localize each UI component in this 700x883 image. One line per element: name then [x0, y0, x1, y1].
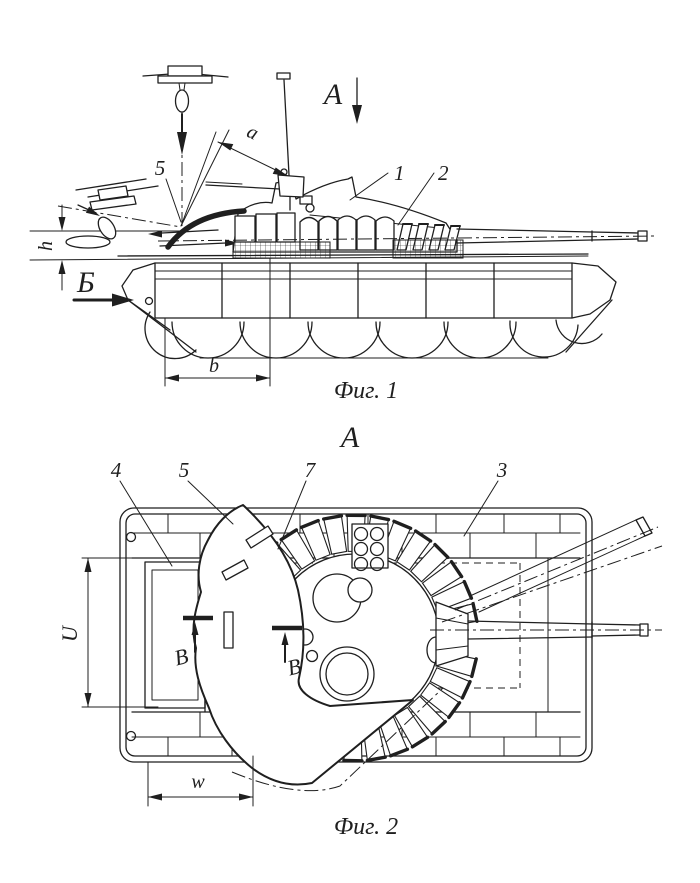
- section-b-label: Б: [77, 266, 95, 299]
- ref-1-leader: [350, 173, 388, 200]
- mantlet: [436, 602, 468, 666]
- commander-hatch: [320, 647, 374, 701]
- dimension-w: [148, 756, 253, 806]
- ref-5-top-label: 5: [178, 458, 190, 482]
- ref-5-deflector: [155, 156, 181, 222]
- section-b-marker: [74, 266, 134, 307]
- dim-h-label: h: [35, 241, 57, 251]
- ref-4-label: 4: [110, 458, 122, 482]
- view-a-marker: [322, 78, 362, 124]
- dim-u-label: U: [57, 626, 82, 642]
- section-v-label-1: В: [171, 642, 191, 671]
- view-a-title: A: [340, 421, 360, 454]
- dim-w-label: w: [191, 771, 205, 793]
- figure-1-side-view: [30, 66, 656, 404]
- deflected-drone-icon: [76, 179, 158, 216]
- figure-2-caption: Фиг. 2: [333, 814, 399, 840]
- dimension-h: [35, 205, 66, 290]
- hull-rear: [572, 263, 616, 318]
- figure-2-top-view: [57, 458, 662, 840]
- view-a-label: A: [323, 78, 343, 111]
- section-v-label-2: В: [284, 652, 304, 681]
- ricochet-arrow-left: [148, 231, 162, 238]
- ref-5-leader: [166, 179, 181, 222]
- dim-a-label: a: [243, 120, 262, 145]
- ref-5-label: 5: [154, 156, 166, 180]
- ref-1-label: 1: [394, 161, 405, 185]
- ref-2-label: 2: [438, 161, 449, 185]
- ref-3-label: 3: [496, 458, 508, 482]
- view-a-arrow: [352, 105, 362, 124]
- dim-b-label: b: [209, 355, 219, 377]
- figure-1-caption: Фиг. 1: [333, 378, 399, 404]
- tank-hull-side: [118, 254, 616, 330]
- ref-1-turret: [350, 161, 405, 200]
- attack-drone-icon: [143, 66, 228, 226]
- ref-7-label: 7: [304, 458, 316, 482]
- section-b-arrow: [112, 294, 134, 307]
- deflected-munition-icon: [58, 206, 239, 248]
